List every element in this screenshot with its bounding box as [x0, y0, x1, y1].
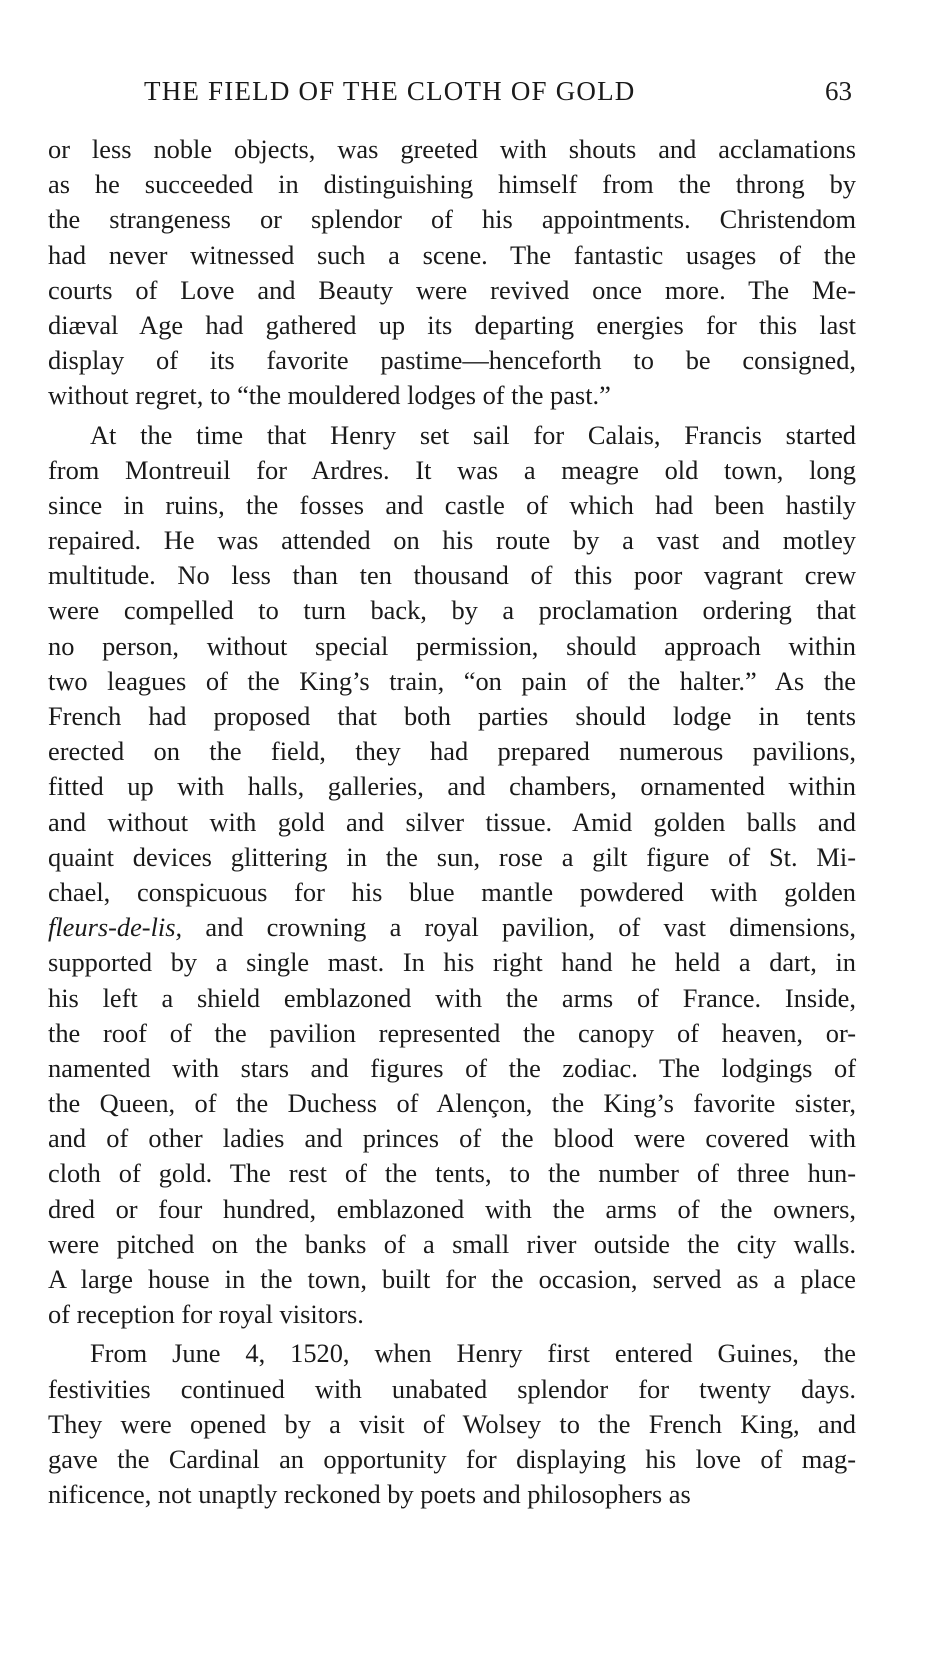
- text-line: from Montreuil for Ardres. It was a meagre old town, long: [48, 454, 856, 485]
- text-line: as he succeeded in distinguishing himself from the throng by: [48, 169, 856, 200]
- text-line: display of its favorite pastime—henceforth to be consigned,: [48, 345, 856, 376]
- text-line: no person, without special permission, should approach within: [48, 630, 856, 661]
- text-line: had never witnessed such a scene. The fantastic usages of the: [48, 239, 856, 270]
- text-line: of reception for royal visitors.: [48, 1299, 364, 1330]
- text-line: From June 4, 1520, when Henry first entered Guines, the: [90, 1338, 856, 1369]
- line-remainder: and crowning a royal pavilion, of vast dimensions,: [182, 912, 856, 943]
- text-line: the Queen, of the Duchess of Alençon, the King’s favorite sister,: [48, 1088, 856, 1119]
- text-line: dred or four hundred, emblazoned with the arms of the owners,: [48, 1193, 856, 1224]
- text-line: erected on the field, they had prepared numerous pavilions,: [48, 736, 856, 767]
- text-line: were pitched on the banks of a small river outside the city walls.: [48, 1228, 856, 1259]
- text-line: namented with stars and figures of the zodiac. The lodgings of: [48, 1052, 856, 1083]
- text-line: and of other ladies and princes of the blood were covered with: [48, 1123, 856, 1154]
- text-line: or less noble objects, was greeted with shouts and acclamations: [48, 134, 856, 164]
- text-line: were compelled to turn back, by a proclamation ordering that: [48, 595, 856, 626]
- text-line: two leagues of the King’s train, “on pain of the halter.” As the: [48, 665, 856, 696]
- text-line: without regret, to “the mouldered lodges of the past.”: [48, 380, 611, 411]
- text-line: supported by a single mast. In his right hand he held a dart, in: [48, 947, 856, 978]
- text-line: chael, conspicuous for his blue mantle powdered with golden: [48, 876, 856, 907]
- text-line: nificence, not unaptly reckoned by poets and philosophers as: [48, 1479, 691, 1510]
- text-line: fitted up with halls, galleries, and chambers, ornamented within: [48, 771, 856, 802]
- text-line: French had proposed that both parties should lodge in tents: [48, 701, 856, 731]
- text-line: cloth of gold. The rest of the tents, to the number of three hun-: [48, 1158, 856, 1189]
- text-line: the strangeness or splendor of his appointments. Christendom: [48, 204, 856, 235]
- text-line: and without with gold and silver tissue. Amid golden balls and: [48, 806, 856, 837]
- text-line: quaint devices glittering in the sun, rose a gilt figure of St. Mi-: [48, 841, 856, 872]
- paragraph: [48, 1336, 856, 1512]
- page-header: [48, 70, 856, 114]
- text-line: courts of Love and Beauty were revived once more. The Me-: [48, 274, 856, 305]
- text-line: They were opened by a visit of Wolsey to the French King, and: [48, 1408, 856, 1439]
- text-line: festivities continued with unabated splendor for twenty days.: [48, 1373, 856, 1404]
- text-line: diæval Age had gathered up its departing energies for this last: [48, 309, 856, 340]
- text-line: the roof of the pavilion represented the canopy of heaven, or-: [48, 1017, 856, 1048]
- italic-phrase: fleurs-de-lis,: [48, 912, 183, 943]
- running-title: THE FIELD OF THE CLOTH OF GOLD: [144, 76, 636, 106]
- text-line: A large house in the town, built for the occasion, served as a place: [48, 1264, 856, 1294]
- text-line: his left a shield emblazoned with the arms of France. Inside,: [48, 982, 856, 1013]
- text-line: gave the Cardinal an opportunity for displaying his love of mag-: [48, 1443, 856, 1474]
- text-line: [48, 910, 856, 945]
- paragraph: [48, 132, 856, 414]
- body-text: [48, 132, 856, 1512]
- text-line: since in ruins, the fosses and castle of which had been hastily: [48, 489, 856, 520]
- paragraph: [48, 418, 856, 1333]
- text-line: multitude. No less than ten thousand of this poor vagrant crew: [48, 560, 856, 591]
- text-line: repaired. He was attended on his route by a vast and motley: [48, 525, 856, 556]
- page-number: 63: [825, 76, 852, 106]
- text-line: At the time that Henry set sail for Calais, Francis started: [90, 419, 856, 450]
